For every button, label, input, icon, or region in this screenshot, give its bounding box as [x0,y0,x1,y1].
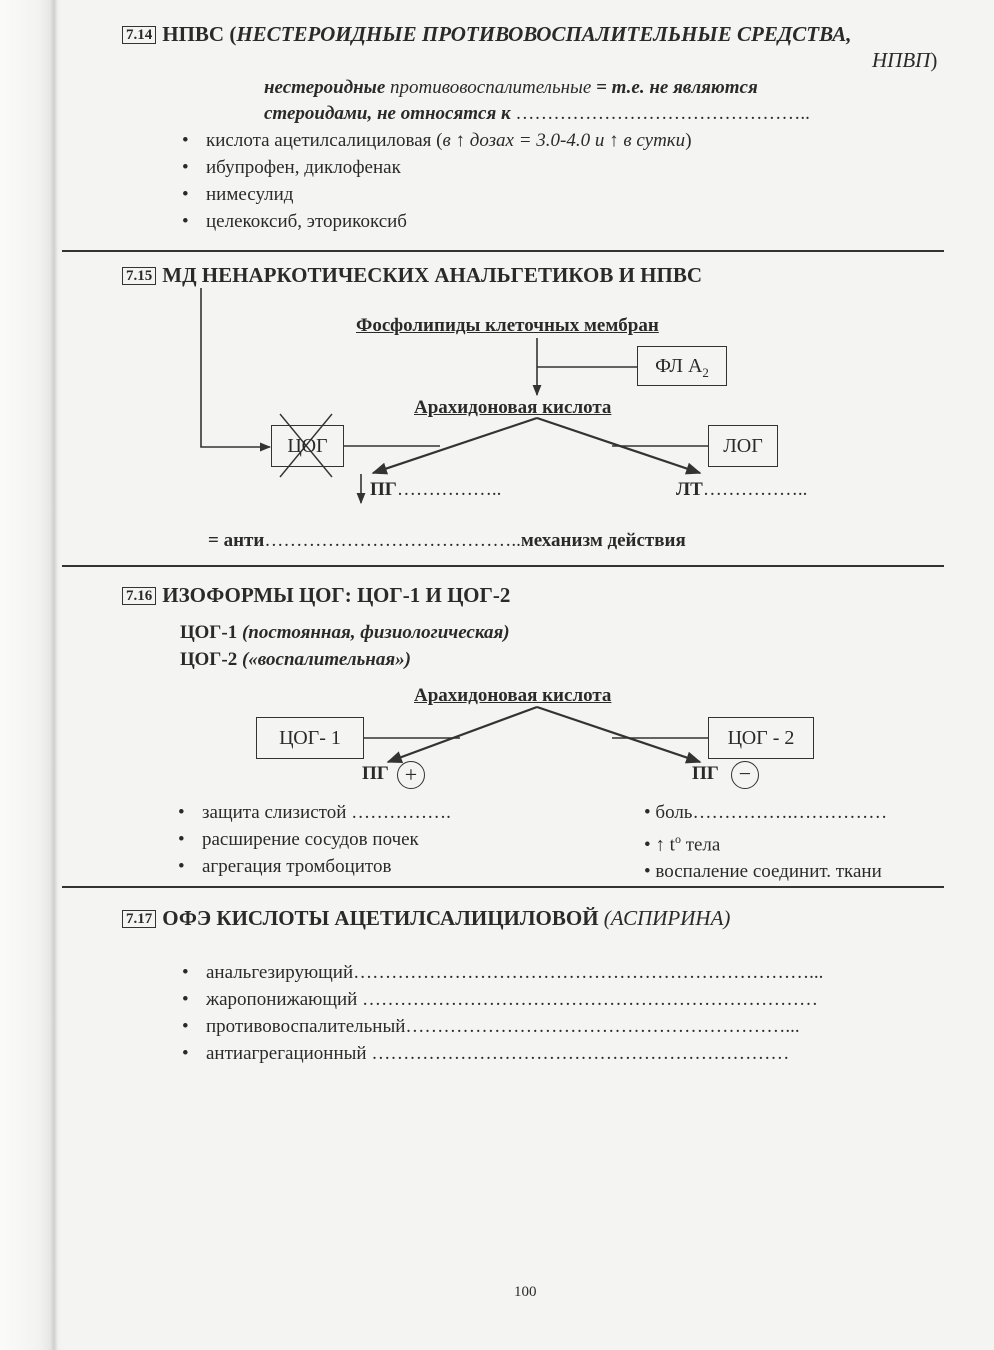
lt-label [676,479,807,501]
lt-text: ЛТ [676,479,703,500]
cog2-box: ЦОГ - 2 [708,717,814,759]
item-text: t [664,834,675,856]
section-title: ИЗОФОРМЫ ЦОГ: ЦОГ-1 И ЦОГ-2 [162,583,511,607]
title-bold: НПВС ( [162,22,237,46]
cog1-box: ЦОГ- 1 [256,717,364,759]
degree-sup: o [674,832,681,846]
pg-right-label: ПГ [692,763,719,784]
title-close: ) [930,48,938,72]
anti-prefix: = анти [208,530,265,551]
md-arrow [201,288,270,447]
aspirin-label: кислота ацетилсалициловая ( [206,130,443,151]
up-arrow-icon: ↑ [609,130,619,151]
list-item: • расширение сосудов почек [176,826,451,853]
list-item: • ↑ $t^o$ тела [644,832,721,856]
aa-to-pg-left-arrow [388,707,537,762]
list-item: • анальгезирующий………………………………………………………………... [180,959,823,986]
cog-box: ЦОГ [271,425,344,467]
anti-dots: ………………………………….. [264,530,521,551]
def-italic: противовоспалительные [385,77,597,98]
list-item: • боль…………….…………… [644,802,888,823]
aa-to-pg-right-arrow [537,707,700,762]
pg-dots: …………….. [396,479,502,500]
pg-left-label: ПГ [362,763,389,784]
section-7-17-heading [122,906,730,931]
def-line2-text: стероидами, не относятся к [264,103,516,124]
lt-dots: …………….. [702,479,808,500]
fla2-subscript: 2 [702,365,709,380]
log-box: ЛОГ [708,425,778,467]
mechanism-line [208,530,686,552]
list-item: • антиагрегационный ………………………………………………………… [180,1040,823,1067]
list-item: • целекоксиб, эторикоксиб [180,208,692,235]
up-arrow-icon: ↑ [455,130,465,151]
section-number: 7.16 [122,587,156,605]
dose-a: в [442,130,456,151]
cog2-label: ЦОГ-2 [180,649,242,670]
list-item: • воспаление соединит. ткани [644,861,882,883]
anti-suffix: механизм действия [520,530,686,551]
pg-text: ПГ [370,479,397,500]
section-title: МД НЕНАРКОТИЧЕСКИХ АНАЛЬГЕТИКОВ И НПВС [162,263,703,287]
section-number: 7.14 [122,26,156,44]
dose-b: дозах = 3.0-4.0 и [464,130,610,151]
list-item: • противовоспалительный……………………………………………………... [180,1013,823,1040]
title-italic: НЕСТЕРОИДНЫЕ ПРОТИВОВОСПАЛИТЕЛЬНЫЕ СРЕДСТВА, [236,22,852,46]
dose-c: в сутки [618,130,686,151]
up-arrow-icon: ↑ [655,834,665,856]
section-7-16-heading [122,583,510,608]
item-text: тела [680,834,721,856]
minus-circle-icon: − [731,761,759,789]
item-text: боль…………….…………… [655,802,888,823]
list-item: • нимесулид [180,181,692,208]
cog1-desc: (постоянная, физиологическая) [241,622,510,643]
arachidonic-acid-label: Арахидоновая кислота [414,397,612,418]
cog2-description [180,649,411,671]
item-text: воспаление соединит. ткани [655,861,882,883]
section-number: 7.17 [122,910,156,928]
list-item: • жаропонижающий ……………………………………………………………… [180,986,823,1013]
list-item: • защита слизистой ……………. [176,799,451,826]
arachidonic-acid-label-2: Арахидоновая кислота [414,685,612,706]
fla2-text: ФЛ А [655,355,703,377]
pg-label [370,479,501,501]
phospholipids-label: Фосфолипиды клеточных мембран [356,315,659,336]
cog1-description [180,622,510,644]
cog2-desc: («воспалительная») [241,649,411,670]
section-number: 7.15 [122,267,156,285]
cog1-label: ЦОГ-1 [180,622,242,643]
cog1-effects-list [176,799,451,880]
aspirin-effects-list [180,959,823,1067]
title-bold: ОФЭ КИСЛОТЫ АЦЕТИЛСАЛИЦИЛОВОЙ [162,906,604,930]
dose-close: ) [685,130,692,151]
plus-circle-icon: + [397,761,425,789]
def-bold: нестероидные [264,77,386,98]
divider [62,886,944,888]
cog2-effects-list [644,799,887,885]
def-line2-dots: ……………………………………….. [515,103,810,124]
title-italic: (АСПИРИНА) [603,906,731,930]
list-item: • ибупрофен, диклофенак [180,154,692,181]
def-rest: = т.е. не являются [596,77,758,98]
title-abbrev: НПВП [872,48,931,72]
list-item: • агрегация тромбоцитов [176,853,451,880]
page-number: 100 [514,1284,537,1300]
divider [62,565,944,567]
